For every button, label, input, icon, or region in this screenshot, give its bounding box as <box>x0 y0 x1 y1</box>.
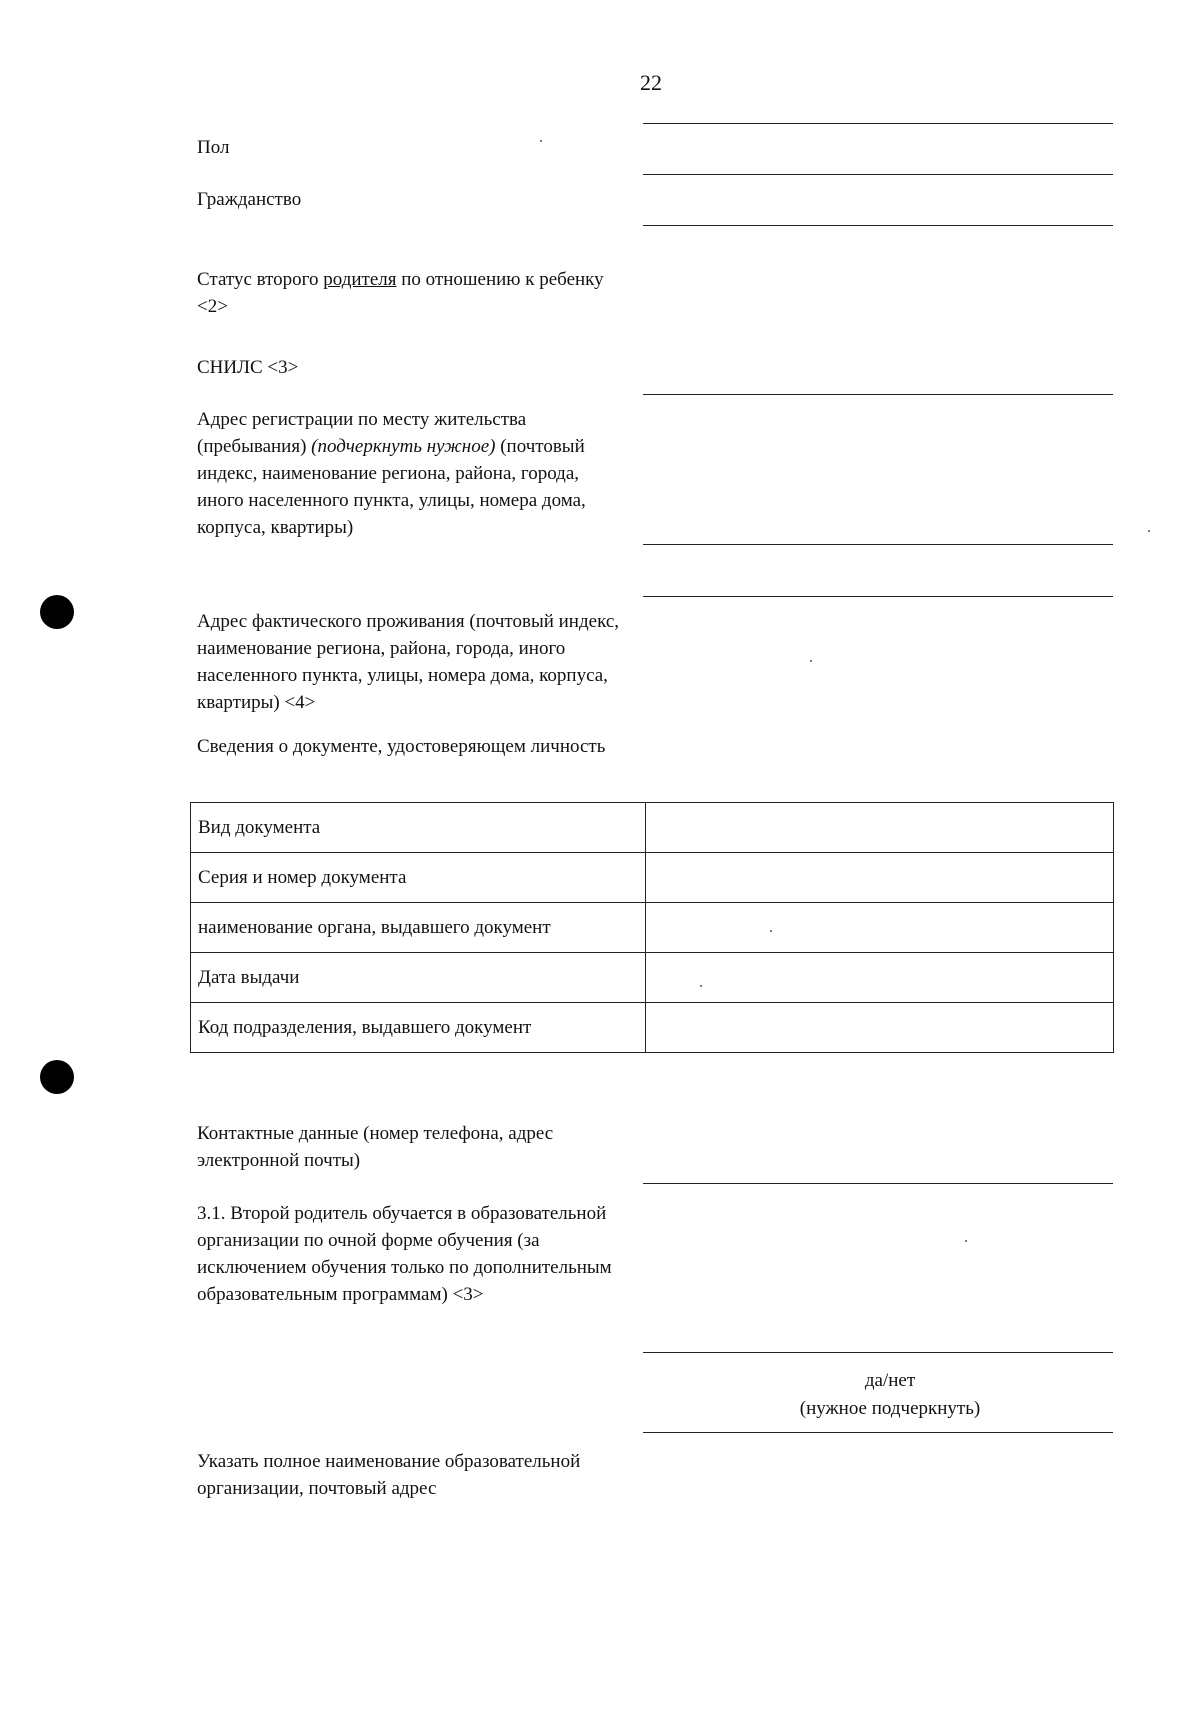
scan-speck <box>1148 530 1150 532</box>
reg-address-italic: (подчеркнуть нужное) <box>311 436 496 457</box>
identity-doc-heading: Сведения о документе, удостоверяющем личность <box>197 736 606 757</box>
punch-hole-top <box>40 595 74 629</box>
organization-name-label: Указать полное наименование образовательной организации, почтовый адрес <box>197 1451 581 1499</box>
table-cell-value[interactable] <box>646 903 1114 953</box>
table-cell-label: Вид документа <box>191 803 646 853</box>
citizenship-input-line[interactable] <box>643 225 1113 226</box>
citizenship-label: Гражданство <box>197 189 302 210</box>
reg-address-text-1: Адрес регистрации по месту жительства (пребывания) <box>197 409 527 457</box>
table-row <box>191 1003 1114 1053</box>
study-answer-line[interactable] <box>643 1352 1113 1353</box>
study-question-label: 3.1. Второй родитель обучается в образовательной организации по очной форме обучения (за исключением обучения только по дополнительным образовательным программам) <3> <box>197 1203 612 1305</box>
identity-document-table <box>190 802 1114 1053</box>
org-name-input-line[interactable] <box>643 1432 1113 1433</box>
table-cell-value[interactable] <box>646 803 1114 853</box>
reg-address-text-2: (почтовый индекс, наименование региона, района, города, иного населенного пункта, улицы, номера дома, корпуса, квартиры) <box>197 436 586 538</box>
scan-speck <box>700 985 702 987</box>
status-text-end: по отношению к ребенку <2> <box>197 269 604 317</box>
table-cell-label: Код подразделения, выдавшего документ <box>191 1003 646 1053</box>
gender-label: Пол <box>197 137 230 158</box>
actual-address-input-line[interactable] <box>643 596 1113 597</box>
table-cell-value[interactable] <box>646 853 1114 903</box>
status-text-underlined: родителя <box>323 269 397 290</box>
punch-hole-bottom <box>40 1060 74 1094</box>
table-row <box>191 903 1114 953</box>
snils-label: СНИЛС <3> <box>197 357 299 378</box>
underline-needed-hint: (нужное подчеркнуть) <box>799 1398 981 1419</box>
contacts-input-line[interactable] <box>643 1183 1113 1184</box>
yes-no-option[interactable]: да/нет <box>864 1370 916 1391</box>
actual-address-label: Адрес фактического проживания (почтовый индекс, наименование региона, района, города, иного населенного пункта, улицы, номера дома, корпуса, квартиры) <4> <box>197 611 620 713</box>
table-cell-value[interactable] <box>646 1003 1114 1053</box>
registration-address-label <box>197 406 617 541</box>
scan-speck <box>810 660 812 662</box>
gender-input-line-top[interactable] <box>643 123 1113 124</box>
table-cell-label: Дата выдачи <box>191 953 646 1003</box>
snils-input-line[interactable] <box>643 394 1113 395</box>
table-cell-label: наименование органа, выдавшего документ <box>191 903 646 953</box>
contacts-label: Контактные данные (номер телефона, адрес электронной почты) <box>197 1123 554 1171</box>
scan-speck <box>965 1240 967 1242</box>
table-cell-value[interactable] <box>646 953 1114 1003</box>
table-row <box>191 853 1114 903</box>
scan-speck <box>770 930 772 932</box>
page-number: 22 <box>640 70 662 95</box>
table-cell-label: Серия и номер документа <box>191 853 646 903</box>
second-parent-status-label <box>197 266 617 320</box>
table-row <box>191 803 1114 853</box>
scan-speck <box>540 140 542 142</box>
reg-address-input-line[interactable] <box>643 544 1113 545</box>
status-text-start: Статус второго <box>197 269 324 290</box>
gender-input-line[interactable] <box>643 174 1113 175</box>
table-row <box>191 953 1114 1003</box>
